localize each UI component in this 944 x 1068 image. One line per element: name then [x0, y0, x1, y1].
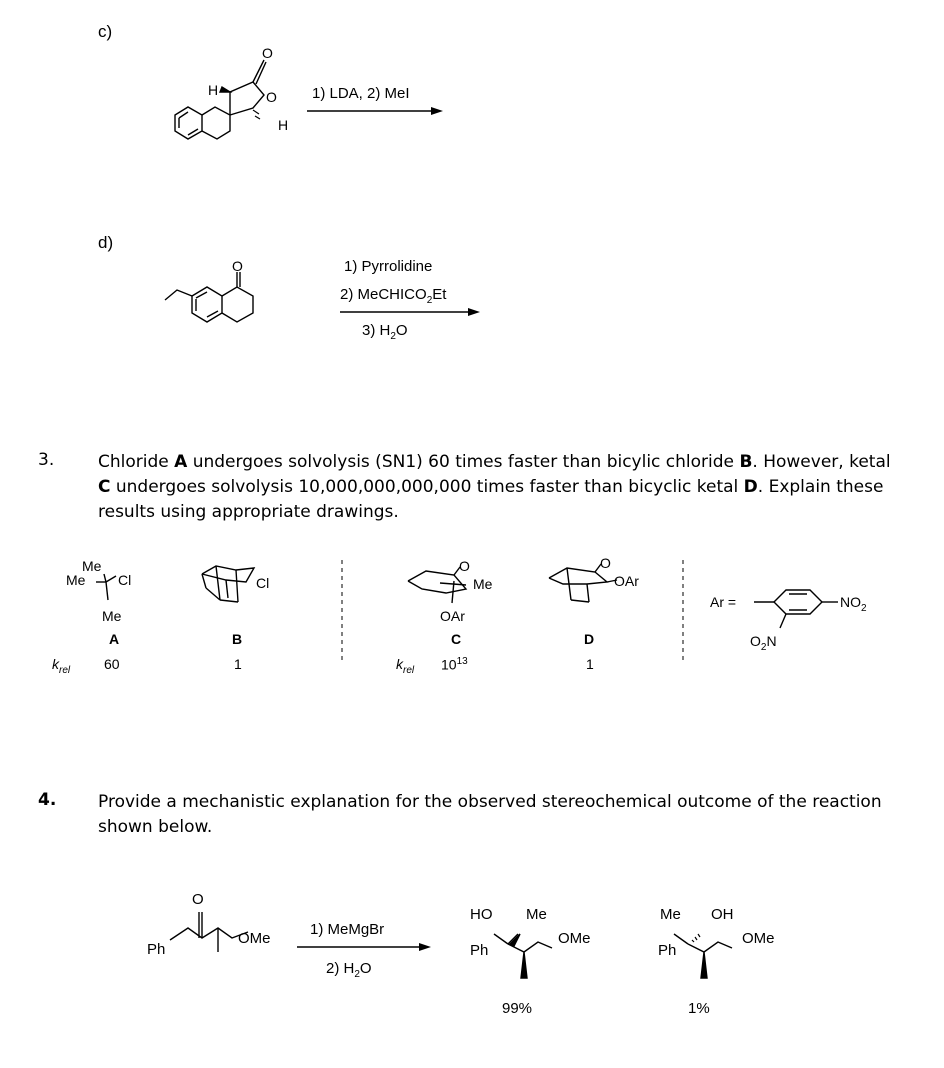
atom-o-ring: O — [266, 89, 277, 105]
d-o: O — [600, 555, 611, 571]
c-oar: OAr — [440, 608, 465, 624]
b-krel: 1 — [234, 656, 242, 672]
question-4-text: Provide a mechanistic explanation for the observed stereochemical outcome of the reaction shown below. — [98, 792, 882, 837]
ar-equals: Ar = — [710, 594, 737, 610]
reagent-4-1: 1) MeMgBr — [310, 921, 385, 938]
reagent-4-2: 2) $H_2O$ — [326, 960, 372, 980]
part-label-d: d) — [98, 233, 114, 252]
tetralone-structure — [160, 262, 310, 342]
b-cl: Cl — [256, 575, 270, 591]
atom-o-ketone: O — [232, 258, 243, 274]
atom-h-bottom: H — [278, 117, 289, 133]
ar-o2n: $O_2N$ — [750, 633, 777, 653]
a-krel: 60 — [104, 656, 120, 672]
reagent-d-2: 2) MeCHICO$_2$Et — [340, 286, 447, 306]
compound-a-structure — [90, 570, 140, 610]
p2-ph: Ph — [658, 942, 677, 959]
a-cl: Cl — [118, 572, 132, 588]
divider-1 — [340, 560, 344, 660]
part-label-c: c) — [98, 22, 113, 41]
question-number-3: 3. — [38, 450, 55, 470]
p2-ome: OMe — [742, 930, 775, 947]
reagent-d-1: 1) Pyrrolidine — [344, 258, 433, 275]
reaction-arrow-4 — [295, 941, 435, 953]
c-krel: $10^{13}$ — [441, 656, 468, 673]
product-1-structure — [480, 912, 590, 987]
reagents-c: 1) LDA, 2) MeI — [312, 85, 410, 102]
krel-label-2: $k_{rel}$ — [396, 656, 415, 676]
sm-o: O — [192, 891, 204, 908]
p1-me: Me — [526, 906, 547, 923]
question-3-text: Chloride A undergoes solvolysis (SN1) 60 times faster than bicylic chloride B. However, ketal C undergoes solvolysis 10,000,000,000,000 times faster than bicyclic ketal D. Explain these results using appropriate drawings. — [98, 452, 891, 522]
a-me-bottom: Me — [102, 608, 122, 624]
a-me-left: Me — [66, 572, 86, 588]
d-label: D — [584, 631, 595, 647]
product-2-structure — [660, 912, 780, 987]
compound-d-structure — [545, 560, 625, 625]
d-krel: 1 — [586, 656, 594, 672]
reagent-d-3: 3) $H_2O$ — [362, 322, 408, 342]
p1-ome: OMe — [558, 930, 591, 947]
p2-oh: OH — [711, 906, 734, 923]
reaction-arrow-d — [338, 306, 483, 318]
b-label: B — [232, 631, 243, 647]
reaction-arrow-c — [305, 105, 445, 117]
question-number-4: 4. — [38, 790, 57, 810]
aryl-group-structure — [752, 572, 852, 642]
atom-h-top: H — [208, 82, 219, 98]
a-label: A — [109, 631, 120, 647]
p1-ph: Ph — [470, 942, 489, 959]
d-oar: OAr — [614, 573, 639, 589]
sm-ome: OMe — [238, 930, 271, 947]
sm-ph: Ph — [147, 941, 166, 958]
c-label: C — [451, 631, 462, 647]
p1-ho: HO — [470, 906, 493, 923]
starting-material-structure — [160, 890, 270, 960]
ar-no2: $NO_2$ — [840, 594, 867, 614]
p2-yield: 1% — [688, 1000, 710, 1017]
krel-label-1: $k_{rel}$ — [52, 656, 71, 676]
compound-b-structure — [198, 560, 268, 625]
divider-2 — [681, 560, 685, 660]
p1-yield: 99% — [502, 1000, 533, 1017]
a-me-top: Me — [82, 558, 102, 574]
c-me: Me — [473, 576, 493, 592]
c-o: O — [459, 558, 470, 574]
lactone-structure — [160, 40, 310, 160]
atom-o-carbonyl: O — [262, 45, 273, 61]
p2-me: Me — [660, 906, 681, 923]
